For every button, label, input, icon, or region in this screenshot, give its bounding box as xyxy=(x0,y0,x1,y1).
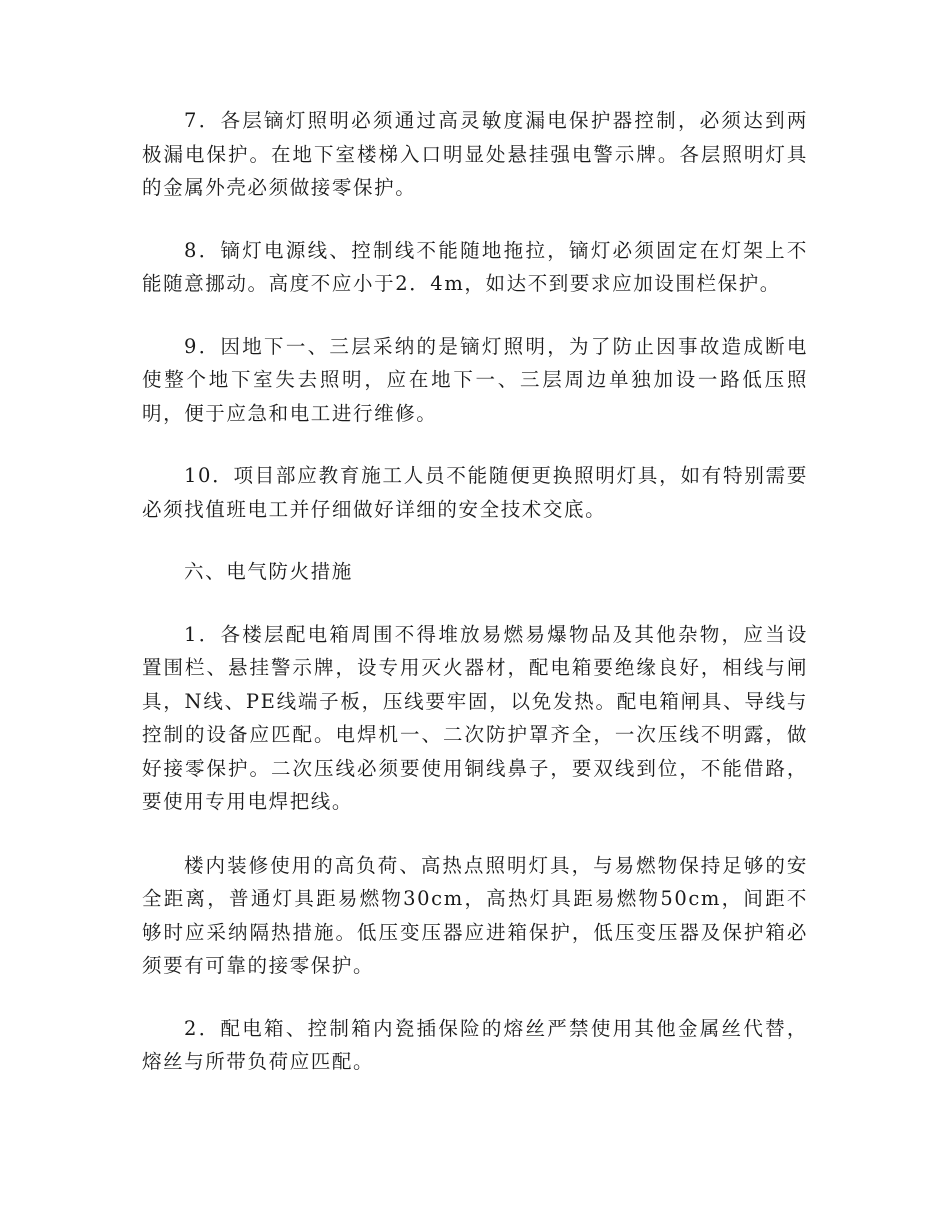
paragraph-lighting-distance: 楼内装修使用的高负荷、高热点照明灯具，与易燃物保持足够的安全距离，普通灯具距易燃物30cm，高热灯具距易燃物50cm，间距不够时应采纳隔热措施。低压变压器应进箱保护，低压变压器及保护箱必须要有可靠的接零保护。 xyxy=(142,853,808,977)
paragraph-fire-item-1: 1．各楼层配电箱周围不得堆放易燃易爆物品及其他杂物，应当设置围栏、悬挂警示牌，设专用灭火器材，配电箱要绝缘良好，相线与闸具，N线、PE线端子板，压线要牢固，以免发热。配电箱闸具、导线与控制的设备应匹配。电焊机一、二次防护罩齐全，一次压线不明露，做好接零保护。二次压线必须要使用铜线鼻子，要双线到位，不能借路，要使用专用电焊把线。 xyxy=(142,622,808,813)
document-page xyxy=(142,104,808,1079)
paragraph-fire-item-2: 2．配电箱、控制箱内瓷插保险的熔丝严禁使用其他金属丝代替，熔丝与所带负荷应匹配。 xyxy=(142,1016,808,1073)
paragraph-item-10: 10．项目部应教育施工人员不能随便更换照明灯具，如有特别需要必须找值班电工并仔细做好详细的安全技术交底。 xyxy=(142,464,808,521)
section-heading-fire-prevention: 六、电气防火措施 xyxy=(184,560,353,583)
paragraph-item-7: 7．各层镝灯照明必须通过高灵敏度漏电保护器控制，必须达到两极漏电保护。在地下室楼梯入口明显处悬挂强电警示牌。各层照明灯具的金属外壳必须做接零保护。 xyxy=(142,109,808,199)
paragraph-item-8: 8．镝灯电源线、控制线不能随地拖拉，镝灯必须固定在灯架上不能随意挪动。高度不应小于2．4m，如达不到要求应加设围栏保护。 xyxy=(142,238,808,295)
paragraph-item-9: 9．因地下一、三层采纳的是镝灯照明，为了防止因事故造成断电使整个地下室失去照明，应在地下一、三层周边单独加设一路低压照明，便于应急和电工进行维修。 xyxy=(142,334,808,425)
